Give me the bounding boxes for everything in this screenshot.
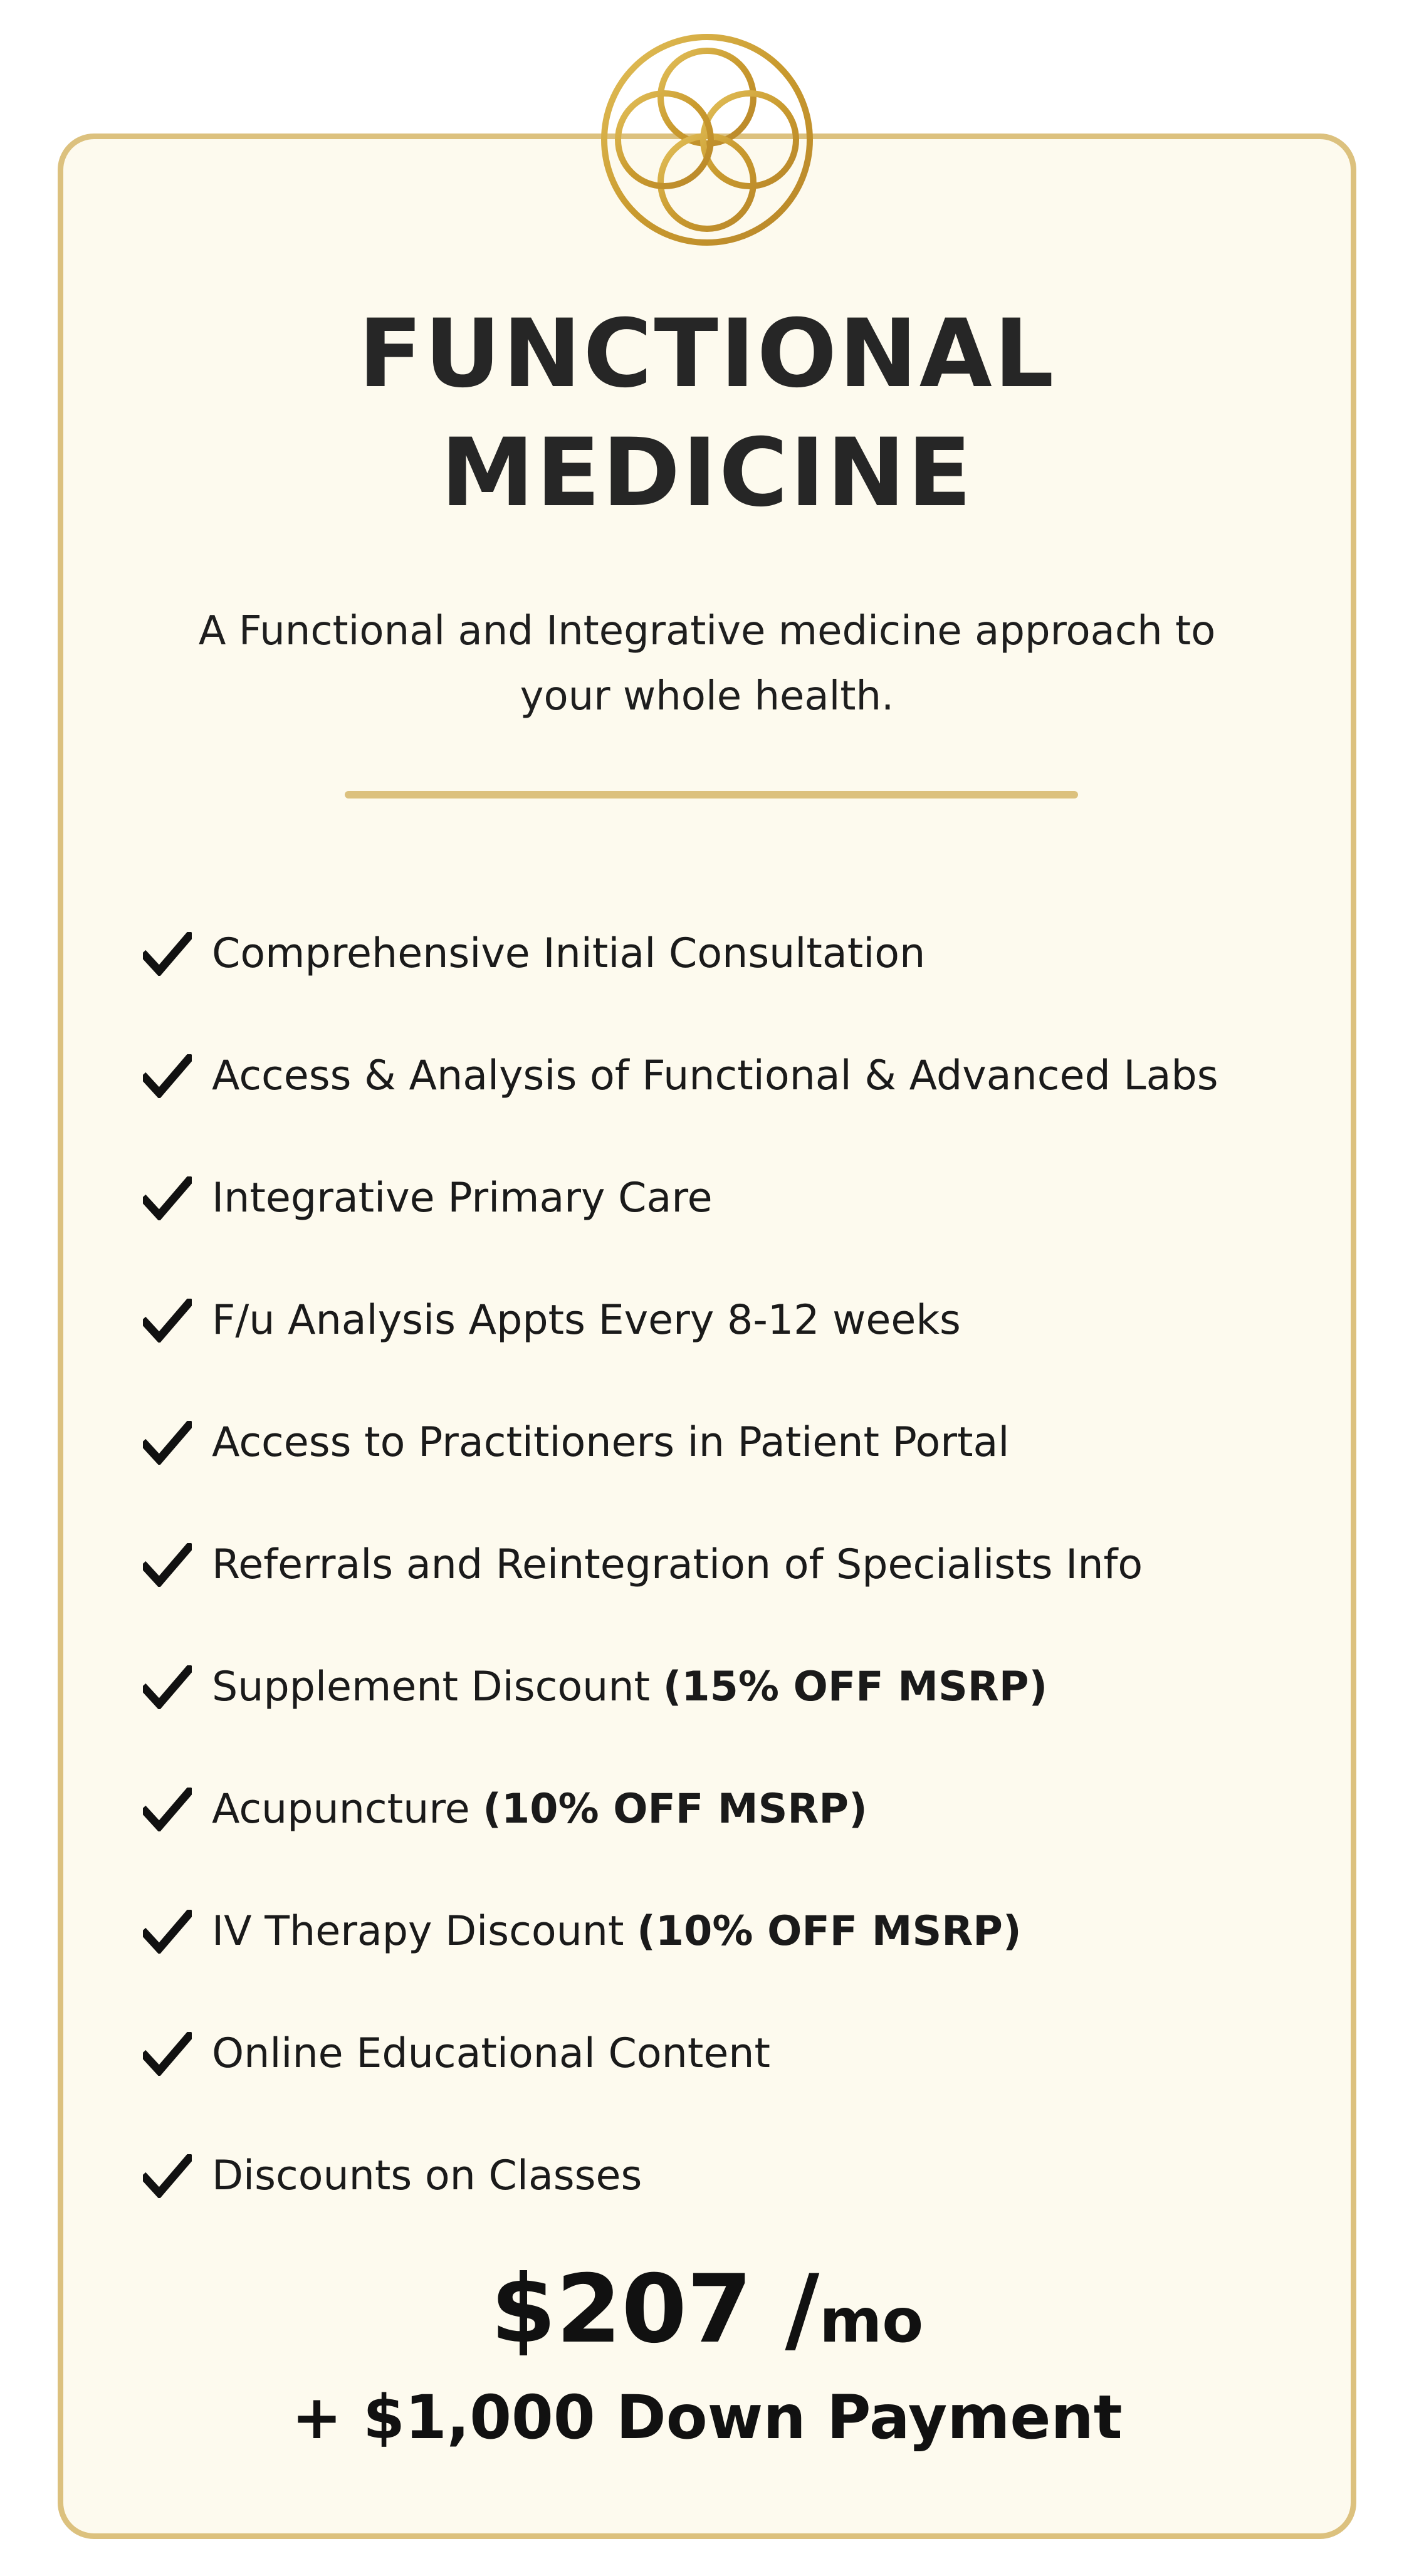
feature-item: [143, 1626, 1334, 1748]
section-divider: [345, 791, 1078, 798]
checkmark-icon: [143, 1784, 212, 1835]
feature-text: Online Educational Content: [212, 2030, 770, 2077]
feature-item: [143, 1381, 1334, 1504]
price: [0, 2255, 1414, 2364]
feature-item: [143, 1015, 1334, 1137]
feature-discount: (15% OFF MSRP): [662, 1663, 1048, 1710]
feature-text: IV Therapy Discount (10% OFF MSRP): [212, 1908, 1022, 1955]
feature-text: F/u Analysis Appts Every 8-12 weeks: [212, 1297, 961, 1344]
price-unit: mo: [819, 2286, 924, 2356]
feature-text: Referrals and Reintegration of Specialists Info: [212, 1541, 1143, 1588]
feature-item: [143, 893, 1334, 1015]
checkmark-icon: [143, 1540, 212, 1590]
feature-item: [143, 2115, 1334, 2237]
plan-subtitle: [144, 599, 1270, 729]
feature-text: Acupuncture (10% OFF MSRP): [212, 1786, 867, 1833]
feature-item: [143, 1748, 1334, 1870]
checkmark-icon: [143, 1296, 212, 1346]
feature-text: Access & Analysis of Functional & Advanced Labs: [212, 1052, 1218, 1099]
plan-title-line2: MEDICINE: [441, 419, 973, 528]
feature-text: Discounts on Classes: [212, 2152, 642, 2199]
plan-subtitle-line2: your whole health.: [520, 673, 894, 720]
feature-discount: (10% OFF MSRP): [637, 1908, 1022, 1955]
feature-item: [143, 1259, 1334, 1381]
feature-item: [143, 1504, 1334, 1626]
checkmark-icon: [143, 1662, 212, 1712]
plan-subtitle-line1: A Functional and Integrative medicine approach to: [198, 608, 1216, 654]
plan-title: [0, 295, 1414, 533]
feature-item: [143, 1870, 1334, 1992]
feature-text: Access to Practitioners in Patient Portal: [212, 1419, 1010, 1466]
feature-text: Comprehensive Initial Consultation: [212, 930, 926, 977]
interlocking-circles-logo-icon: [599, 31, 815, 248]
feature-item: [143, 1137, 1334, 1259]
feature-text: Integrative Primary Care: [212, 1175, 713, 1222]
feature-list: [143, 893, 1334, 2237]
checkmark-icon: [143, 929, 212, 979]
feature-item: [143, 1992, 1334, 2115]
checkmark-icon: [143, 1051, 212, 1101]
plan-title-line1: FUNCTIONAL: [358, 300, 1056, 409]
checkmark-icon: [143, 1907, 212, 1957]
checkmark-icon: [143, 1173, 212, 1223]
feature-discount: (10% OFF MSRP): [483, 1786, 867, 1833]
checkmark-icon: [143, 1418, 212, 1468]
checkmark-icon: [143, 2029, 212, 2079]
down-payment: + $1,000 Down Payment: [291, 2382, 1123, 2453]
price-amount: $207 /: [490, 2255, 820, 2364]
feature-text: Supplement Discount (15% OFF MSRP): [212, 1663, 1048, 1710]
checkmark-icon: [143, 2151, 212, 2201]
